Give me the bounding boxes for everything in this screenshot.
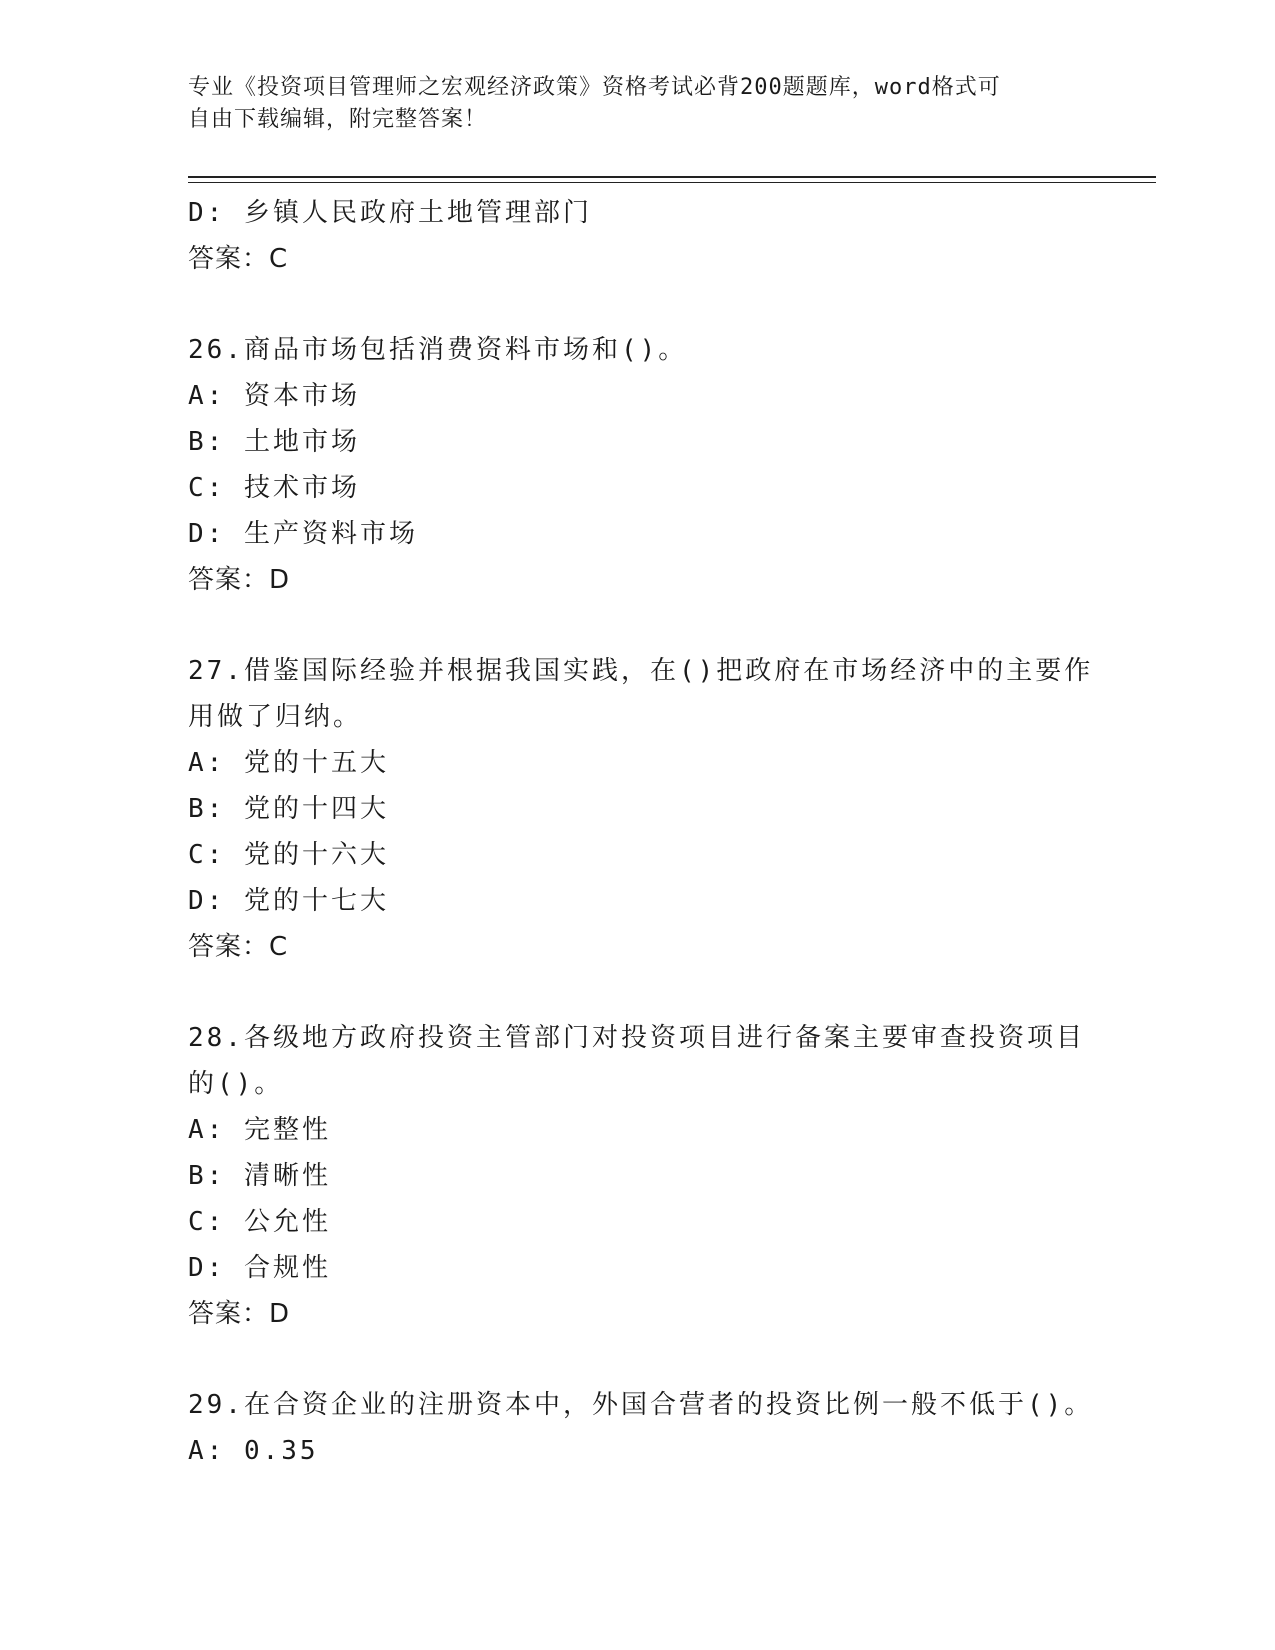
option-d: D: 党的十七大: [188, 886, 389, 916]
header-line-2: 自由下载编辑，附完整答案！: [188, 107, 488, 132]
answer: 答案：D: [188, 1299, 291, 1329]
question-text: 26.商品市场包括消费资料市场和()。: [188, 335, 688, 365]
question-list: [188, 190, 1094, 1474]
document-header: [188, 72, 1068, 136]
question-text: 29.在合资企业的注册资本中，外国合营者的投资比例一般不低于()。: [188, 1390, 1094, 1420]
option-a: A: 0.35: [188, 1436, 319, 1466]
option-a: A: 完整性: [188, 1115, 331, 1145]
option-b: B: 清晰性: [188, 1161, 331, 1191]
option-c: C: 党的十六大: [188, 840, 389, 870]
question-text-line-1: 27.借鉴国际经验并根据我国实践，在()把政府在市场经济中的主要作: [188, 656, 1094, 686]
option-b: B: 党的十四大: [188, 794, 389, 824]
answer: 答案：D: [188, 565, 291, 595]
answer: 答案：C: [188, 932, 289, 962]
answer: 答案：C: [188, 244, 289, 274]
question-text-line-2: 用做了归纳。: [188, 702, 363, 732]
header-rule-top: [188, 176, 1156, 178]
question-text-line-2: 的()。: [188, 1069, 284, 1099]
question-26: [188, 327, 1088, 603]
question-29: [188, 1382, 1094, 1474]
question-27: [188, 648, 1094, 970]
option-a: A: 资本市场: [188, 381, 360, 411]
question-28: [188, 1015, 1088, 1337]
option-d: D: 生产资料市场: [188, 519, 418, 549]
option-b: B: 土地市场: [188, 427, 360, 457]
question-text-line-1: 28.各级地方政府投资主管部门对投资项目进行备案主要审查投资项目: [188, 1023, 1085, 1053]
option-d: D: 合规性: [188, 1253, 331, 1283]
header-rule-bottom: [188, 182, 1156, 183]
option-d: D: 乡镇人民政府土地管理部门: [188, 198, 592, 228]
header-line-1: 专业《投资项目管理师之宏观经济政策》资格考试必背200题题库，word格式可: [188, 75, 1001, 100]
option-c: C: 公允性: [188, 1207, 331, 1237]
option-c: C: 技术市场: [188, 473, 360, 503]
option-a: A: 党的十五大: [188, 748, 389, 778]
